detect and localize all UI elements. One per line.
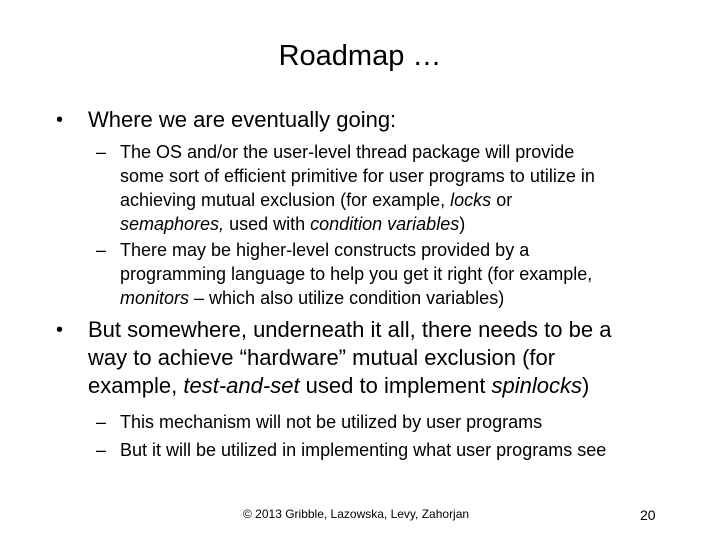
text-span: ): [582, 373, 590, 398]
text-line: The OS and/or the user-level thread package will provide: [120, 142, 575, 162]
sub-bullet-1-1: [96, 140, 595, 236]
text-span: used to implement: [299, 373, 492, 398]
text-span: achieving mutual exclusion (for example,: [120, 190, 451, 210]
dash-marker: –: [96, 412, 107, 432]
text-line: [88, 372, 611, 400]
dash-marker: –: [96, 440, 107, 460]
text-span: or: [491, 190, 513, 210]
bullet-text: Where we are eventually going:: [88, 107, 397, 132]
sub-bullet-1-2: [96, 238, 593, 310]
text-span: example,: [88, 373, 184, 398]
bullet-item-2: [56, 316, 612, 400]
italic-term: locks: [450, 190, 492, 210]
page-number: 20: [640, 507, 656, 523]
italic-term: monitors: [120, 288, 190, 308]
italic-term: test-and-set: [183, 373, 300, 398]
dash-marker: –: [96, 142, 107, 162]
text-span: ): [459, 214, 466, 234]
text-line: [120, 188, 595, 212]
text-line: some sort of efficient primitive for user programs to utilize in: [120, 166, 595, 186]
text-line: programming language to help you get it right (for example,: [120, 264, 593, 284]
bullet-item-1: [56, 106, 397, 134]
sub-bullet-2-2: [96, 438, 607, 462]
text-line: This mechanism will not be utilized by user programs: [120, 412, 543, 432]
dash-marker: –: [96, 240, 107, 260]
slide-title: Roadmap …: [278, 40, 442, 72]
sub-bullet-2-1: [96, 410, 543, 434]
text-line: [120, 212, 595, 236]
bullet-marker: •: [56, 109, 64, 131]
text-span: used with: [224, 214, 311, 234]
slide-footer: © 2013 Gribble, Lazowska, Levy, Zahorjan: [243, 507, 470, 521]
text-line: But somewhere, underneath it all, there needs to be a: [88, 317, 612, 342]
text-line: But it will be utilized in implementing what user programs see: [120, 440, 607, 460]
text-line: [120, 286, 592, 310]
text-span: – which also utilize condition variables): [189, 288, 505, 308]
text-line: way to achieve “hardware” mutual exclusion (for: [88, 345, 556, 370]
bullet-marker: •: [56, 319, 64, 341]
text-line: There may be higher-level constructs provided by a: [120, 240, 530, 260]
italic-term: spinlocks: [491, 373, 583, 398]
italic-term: semaphores,: [120, 214, 225, 234]
italic-term: condition variables: [310, 214, 460, 234]
